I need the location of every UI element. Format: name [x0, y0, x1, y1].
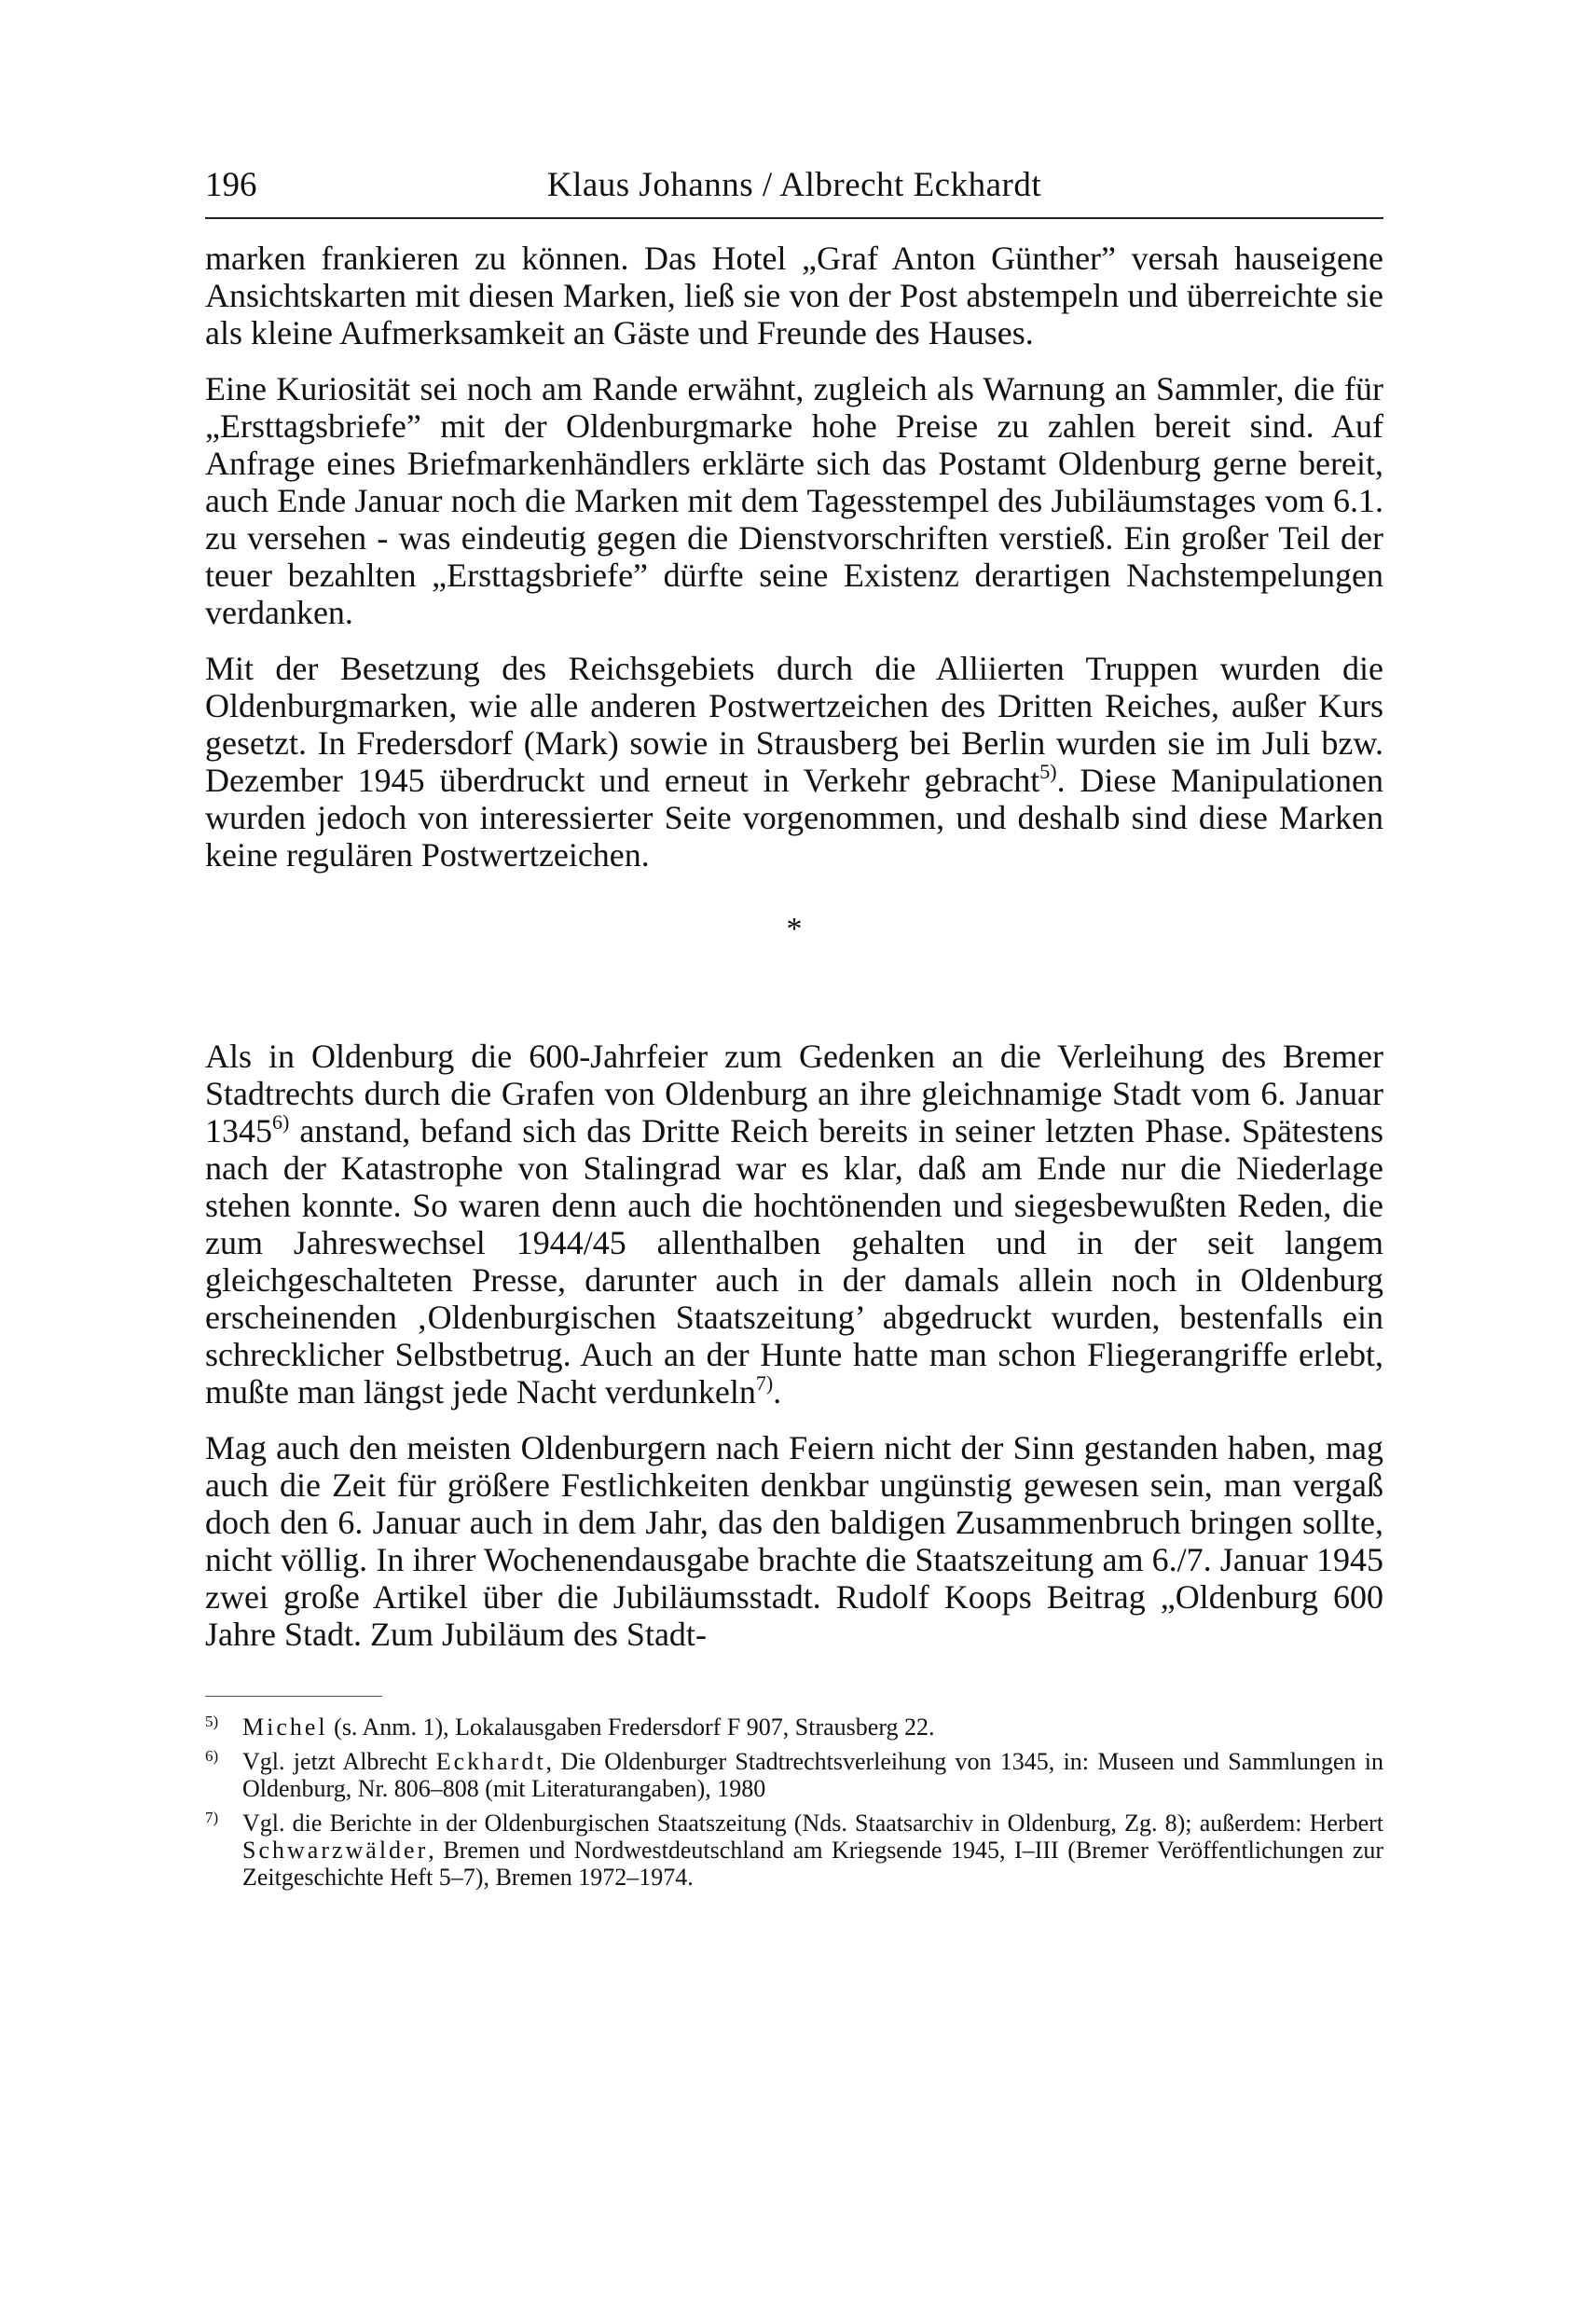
footnote-6-number: 6)	[205, 1747, 219, 1765]
paragraph-4-text-a: Als in Oldenburg die 600-Jahrfeier zum Gedenken an die Verleihung des Bremer Stadtrechts durch die Grafen von Oldenburg an ihre gleichnamige Stadt vom 6. Januar 1345	[205, 1038, 1383, 1149]
footnote-6-text-b: , Die Oldenburger Stadtrechtsverleihung von 1345, in: Museen und Sammlungen in Oldenburg, Nr. 806–808 (mit Literaturangaben), 1980	[242, 1748, 1383, 1802]
footnote-7	[205, 1810, 1383, 1891]
footnote-ref-7: 7)	[755, 1371, 774, 1395]
footnote-5-author: Michel	[242, 1713, 328, 1741]
body-text	[205, 240, 1383, 1653]
footnote-ref-6: 6)	[272, 1110, 290, 1134]
footnote-rule	[205, 1696, 382, 1697]
paragraph-1: marken frankieren zu können. Das Hotel „Graf Anton Günther” versah hauseigene Ansichtskarten mit diesen Marken, ließ sie von der Post abstempeln und überreichte sie als kleine Aufmerksamkeit an Gäste und Freunde des Hauses.	[205, 240, 1383, 351]
paragraph-4-text-b: anstand, befand sich das Dritte Reich bereits in seiner letzten Phase. Spätestens nach der Katastrophe von Stalingrad war es klar, daß am Ende nur die Niederlage stehen konnte. So waren denn auch die hochtönenden und siegesbewußten Reden, die zum Jahreswechsel 1944/45 allenthalben gehalten und in der seit langem gleichgeschalteten Presse, darunter auch in der damals allein noch in Oldenburg erscheinenden ‚Oldenburgischen Staatszeitung’ abgedruckt wurden, bestenfalls ein schrecklicher Selbstbetrug. Auch an der Hunte hatte man schon Fliegerangriffe erlebt, mußte man längst jede Nacht verdunkeln	[205, 1112, 1383, 1411]
paragraph-2: Eine Kuriosität sei noch am Rande erwähnt, zugleich als Warnung an Sammler, die für „Ersttagsbriefe” mit der Oldenburgmarke hohe Preise zu zahlen bereit sind. Auf Anfrage eines Briefmarkenhändlers erklärte sich das Postamt Oldenburg gerne bereit, auch Ende Januar noch die Marken mit dem Tagesstempel des Jubiläumstages vom 6.1. zu versehen - was eindeutig gegen die Dienstvorschriften verstieß. Ein großer Teil der teuer bezahlten „Ersttagsbriefe” dürfte seine Existenz derartigen Nachstempelungen verdanken.	[205, 370, 1383, 631]
paragraph-3-text-a: Mit der Besetzung des Reichsgebiets durch die Alliierten Truppen wurden die Oldenburgmarken, wie alle anderen Postwertzeichen des Dritten Reiches, außer Kurs gesetzt. In Fredersdorf (Mark) sowie in Strausberg bei Berlin wurden sie im Juli bzw. Dezember 1945 überdruckt und erneut in Verkehr gebracht	[205, 650, 1383, 799]
footnotes	[205, 1713, 1383, 1891]
page-number: 196	[205, 166, 257, 204]
running-head	[205, 163, 1383, 208]
paragraph-3	[205, 650, 1383, 874]
footnote-7-number: 7)	[205, 1809, 219, 1826]
paragraph-3-text-b: . Diese Manipulationen wurden jedoch von interessierter Seite vorgenommen, und deshalb sind diese Marken keine regulären Postwertzeichen.	[205, 762, 1383, 874]
section-separator: *	[786, 912, 803, 946]
paragraph-4-text-c: .	[773, 1373, 782, 1411]
footnote-7-text-a: Vgl. die Berichte in der Oldenburgischen Staatszeitung (Nds. Staatsarchiv in Oldenburg, Zg. 8); außerdem: Herbert	[242, 1810, 1383, 1837]
footnote-5-text: (s. Anm. 1), Lokalausgaben Fredersdorf F 907, Strausberg 22.	[327, 1713, 935, 1741]
footnote-6	[205, 1748, 1383, 1802]
footnote-6-text-a: Vgl. jetzt Albrecht	[242, 1748, 436, 1775]
footnote-5	[205, 1713, 1383, 1741]
footnote-mark	[205, 1713, 218, 1741]
footnote-6-author: Eckhardt	[435, 1748, 546, 1775]
footnote-7-text-b: , Bremen und Nordwestdeutschland am Kriegsende 1945, I–III (Bremer Veröffentlichungen zur Zeitgeschichte Heft 5–7), Bremen 1972–1974.	[242, 1837, 1383, 1891]
book-page	[205, 163, 1383, 1898]
running-title: Klaus Johanns / Albrecht Eckhardt	[546, 166, 1042, 204]
paragraph-4	[205, 1038, 1383, 1411]
header-rule	[205, 217, 1383, 219]
paragraph-5: Mag auch den meisten Oldenburgern nach Feiern nicht der Sinn gestanden haben, mag auch die Zeit für größere Festlichkeiten denkbar ungünstig gewesen sein, man vergaß doch den 6. Januar auch in dem Jahr, das den baldigen Zusammenbruch bringen sollte, nicht völlig. In ihrer Wochenendausgabe brachte die Staatszeitung am 6./7. Januar 1945 zwei große Artikel über die Jubiläumsstadt. Rudolf Koops Beitrag „Oldenburg 600 Jahre Stadt. Zum Jubiläum des Stadt-	[205, 1429, 1383, 1653]
footnote-7-author: Schwarzwälder	[242, 1837, 429, 1864]
footnote-5-number: 5)	[205, 1713, 219, 1730]
footnote-mark	[205, 1748, 218, 1775]
footnote-mark	[205, 1810, 218, 1837]
footnote-ref-5: 5)	[1039, 760, 1057, 783]
